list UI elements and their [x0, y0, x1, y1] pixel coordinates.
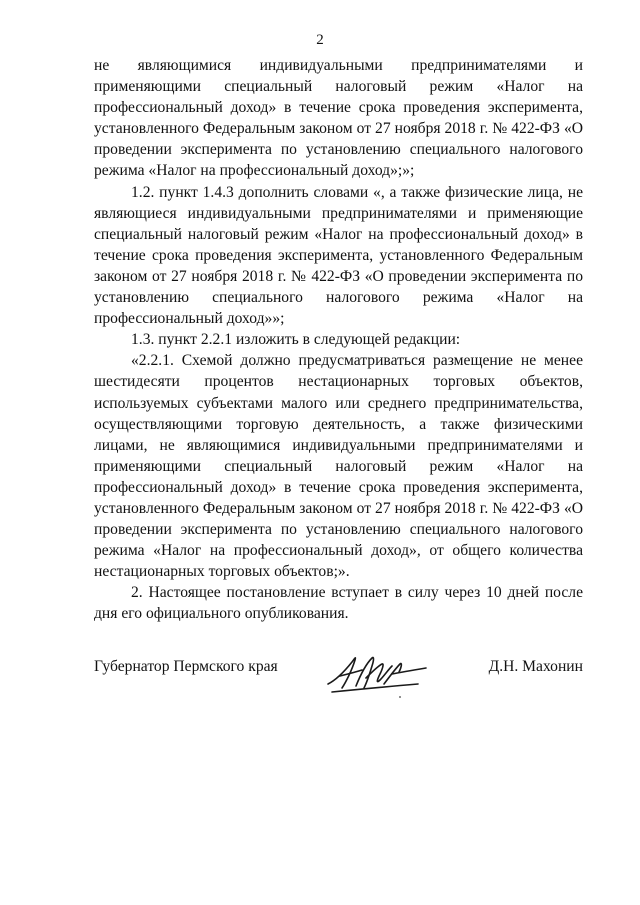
document-body	[94, 55, 583, 625]
signatory-name: Д.Н. Махонин	[488, 658, 583, 675]
page-number: 2	[316, 32, 324, 48]
signature-block	[94, 650, 583, 700]
signatory-position: Губернатор Пермского края	[94, 658, 278, 675]
paragraph-quote-2-2-1: «2.2.1. Схемой должно предусматриваться размещение не менее шестидесяти процентов нестационарных торговых объектов, используемых субъектами малого или среднего предпринимательства, осуществляющими торговую деятельность, а также физическими лицами, не являющимися индивидуальными предпринимателями и применяющими специальный налоговый режим «Налог на профессиональный доход» в течение срока проведения эксперимента, установленного Федеральным законом от 27 ноября 2018 г. № 422-ФЗ «О проведении эксперимента по установлению специального налогового режима «Налог на профессиональный доход», от общего количества нестационарных торговых объектов;».	[94, 352, 583, 581]
handwritten-signature	[322, 650, 432, 698]
paragraph-item-1-3: 1.3. пункт 2.2.1 изложить в следующей редакции:	[131, 331, 461, 349]
paragraph-continuation: не являющимися индивидуальными предпринимателями и применяющими специальный налоговый режим «Налог на профессиональный доход» в течение срока проведения эксперимента, установленного Федеральным законом от 27 ноября 2018 г. № 422-ФЗ «О проведении эксперимента по установлению специального налогового режима «Налог на профессиональный доход»;»;	[94, 57, 583, 180]
paragraph-item-2: 2. Настоящее постановление вступает в силу через 10 дней после дня его официального опубликования.	[94, 584, 583, 623]
paragraph-item-1-2: 1.2. пункт 1.4.3 дополнить словами «, а также физические лица, не являющиеся индивидуальными предпринимателями и применяющие специальный налоговый режим «Налог на профессиональный доход» в течение срока проведения эксперимента, установленного Федеральным законом от 27 ноября 2018 г. № 422-ФЗ «О проведении эксперимента по установлению специального налогового режима «Налог на профессиональный доход»»;	[94, 183, 583, 328]
